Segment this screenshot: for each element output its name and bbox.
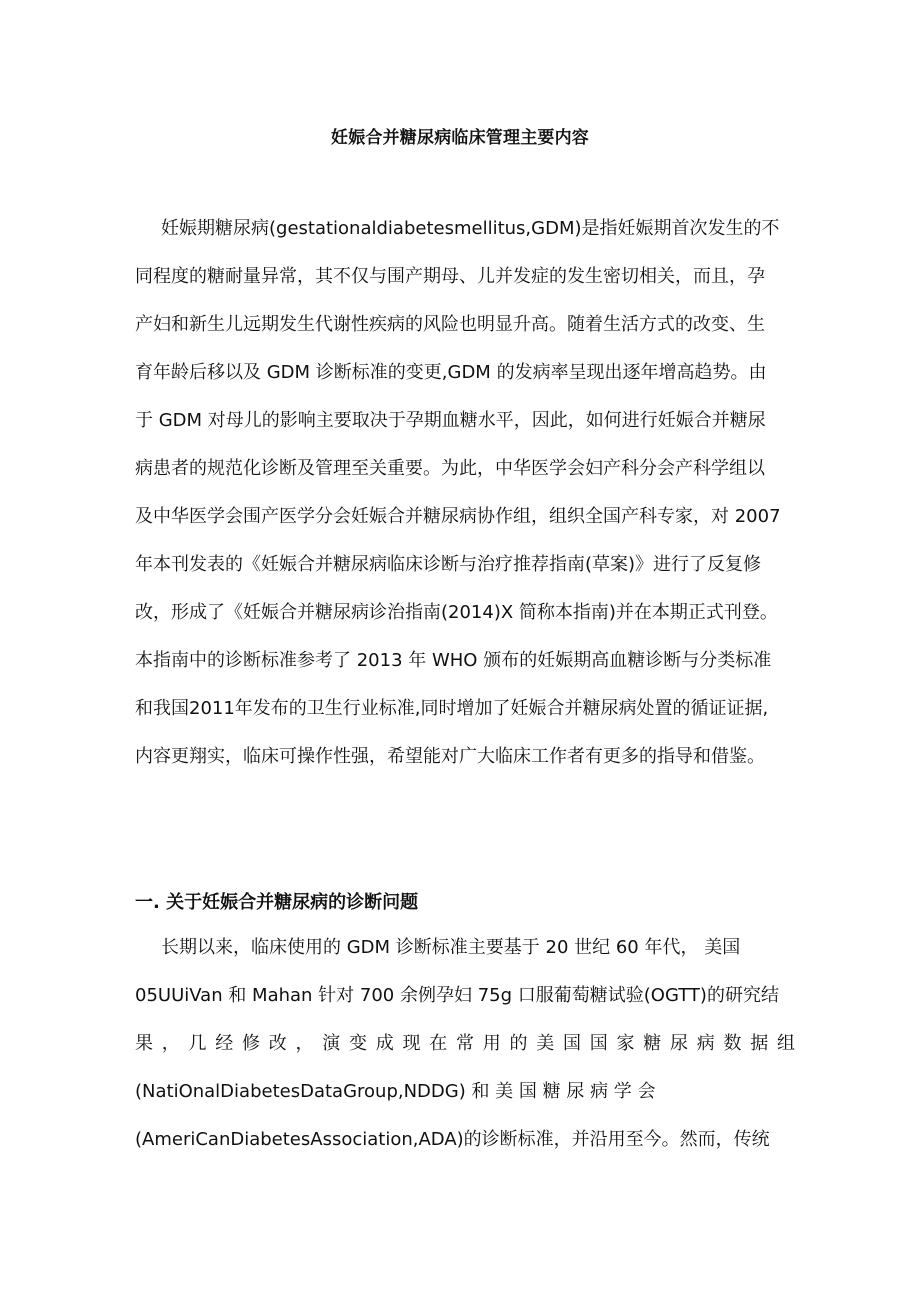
paragraph-line: 长期以来，临床使用的 GDM 诊断标准主要基于 20 世纪 60 年代， 美国 xyxy=(161,937,741,958)
paragraph-line: 妊娠期糖尿病(gestationaldiabetesmellitus,GDM)是指妊娠期首次发生的不 xyxy=(161,218,780,239)
paragraph-line: 和我国2011年发布的卫生行业标准,同时增加了妊娠合并糖尿病处置的循证证据, xyxy=(135,698,769,719)
paragraph-line: 05UUiVan 和 Mahan 针对 700 余例孕妇 75g 口服葡萄糖试验(OGTT)的研究结 xyxy=(135,985,779,1006)
paragraph-line: 及中华医学会围产医学分会妊娠合并糖尿病协作组，组织全国产科专家，对 2007 xyxy=(135,506,781,527)
paragraph-line: (NatiOnalDiabetesDataGroup,NDDG) 和 美 国 糖 尿 病 学 会 xyxy=(135,1081,656,1102)
paragraph-line: 内容更翔实，临床可操作性强，希望能对广大临床工作者有更多的指导和借鉴。 xyxy=(135,746,765,767)
paragraph-line: 本指南中的诊断标准参考了 2013 年 WHO 颁布的妊娠期高血糖诊断与分类标准 xyxy=(135,650,772,671)
section-heading: 一. 关于妊娠合并糖尿病的诊断问题 xyxy=(135,892,419,913)
paragraph-line: 于 GDM 对母儿的影响主要取决于孕期血糖水平，因此，如何进行妊娠合并糖尿 xyxy=(135,410,766,431)
paragraph-line: (AmeriCanDiabetesAssociation,ADA)的诊断标准，并沿用至今。然而，传统 xyxy=(135,1129,770,1150)
section-paragraph xyxy=(135,924,795,1164)
document-title: 妊娠合并糖尿病临床管理主要内容 xyxy=(331,128,589,148)
paragraph-line: 同程度的糖耐量异常，其不仅与围产期母、儿并发症的发生密切相关，而且，孕 xyxy=(135,266,765,287)
paragraph-line: 年本刊发表的《妊娠合并糖尿病临床诊断与治疗推荐指南(草案)》进行了反复修 xyxy=(135,554,762,575)
paragraph-line: 产妇和新生儿远期发生代谢性疾病的风险也明显升高。随着生活方式的改变、生 xyxy=(135,314,765,335)
paragraph-line: 果，几经修改，演变成现在常用的美国国家糖尿病数据组 xyxy=(135,1033,795,1054)
intro-paragraph xyxy=(135,205,795,781)
paragraph-line: 病患者的规范化诊断及管理至关重要。为此，中华医学会妇产科分会产科学组以 xyxy=(135,458,765,479)
paragraph-line: 改，形成了《妊娠合并糖尿病诊治指南(2014)X 简称本指南)并在本期正式刊登。 xyxy=(135,602,778,623)
paragraph-line: 育年龄后移以及 GDM 诊断标准的变更,GDM 的发病率呈现出逐年增高趋势。由 xyxy=(135,362,767,383)
